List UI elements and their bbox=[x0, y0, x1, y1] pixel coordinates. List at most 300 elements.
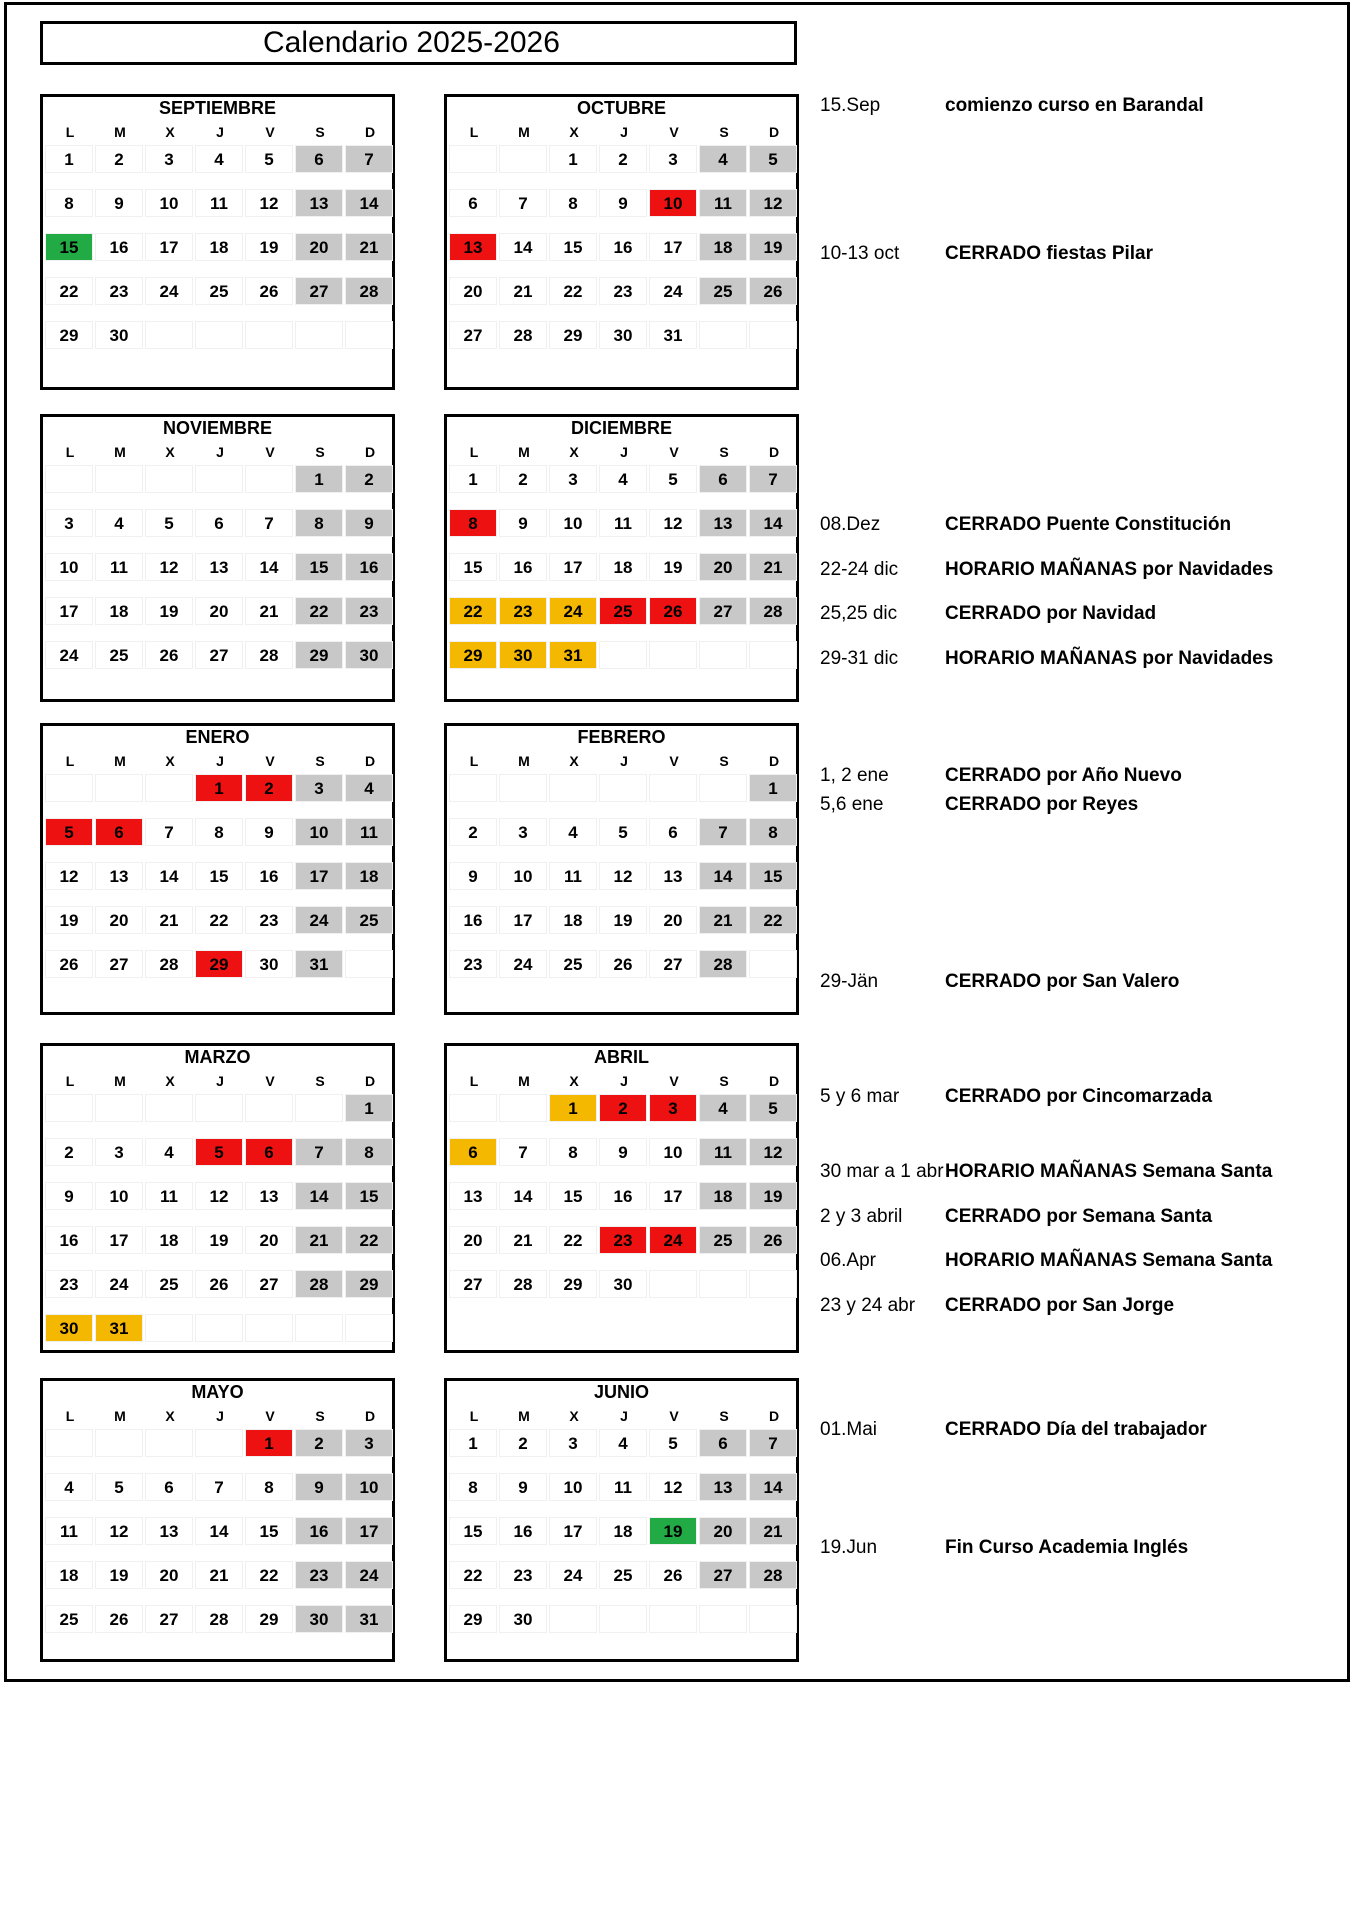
day-cell: 27 bbox=[195, 641, 243, 669]
day-cell: 27 bbox=[245, 1270, 293, 1298]
day-cell: 19 bbox=[749, 1182, 797, 1210]
day-cell: 15 bbox=[45, 233, 93, 261]
day-cell: 28 bbox=[345, 277, 393, 305]
empty-cell bbox=[95, 465, 143, 493]
month-name: OCTUBRE bbox=[577, 98, 666, 118]
day-cell: 4 bbox=[599, 1429, 647, 1457]
day-cell: 16 bbox=[449, 906, 497, 934]
month-name: ABRIL bbox=[594, 1047, 649, 1067]
day-cell: 24 bbox=[95, 1270, 143, 1298]
day-cell: 29 bbox=[195, 950, 243, 978]
day-cell: 15 bbox=[549, 233, 597, 261]
day-cell: 12 bbox=[195, 1182, 243, 1210]
weekday-label: S bbox=[315, 1408, 325, 1424]
day-cell: 29 bbox=[45, 321, 93, 349]
month-name: SEPTIEMBRE bbox=[158, 98, 277, 118]
empty-cell bbox=[145, 1094, 193, 1122]
note-description: Fin Curso Academia Inglés bbox=[945, 1537, 1189, 1558]
empty-cell bbox=[45, 465, 93, 493]
day-cell: 10 bbox=[649, 189, 697, 217]
day-cell: 13 bbox=[449, 233, 497, 261]
day-cell: 12 bbox=[649, 509, 697, 537]
weekday-label: X bbox=[569, 753, 579, 769]
note-row bbox=[820, 1160, 1320, 1184]
weekday-label: L bbox=[65, 753, 75, 769]
empty-cell bbox=[649, 1605, 697, 1633]
empty-cell bbox=[649, 1270, 697, 1298]
day-cell: 8 bbox=[449, 1473, 497, 1501]
day-cell: 13 bbox=[449, 1182, 497, 1210]
empty-cell bbox=[549, 774, 597, 802]
day-cell: 30 bbox=[499, 641, 547, 669]
day-cell: 2 bbox=[45, 1138, 93, 1166]
day-cell: 19 bbox=[45, 906, 93, 934]
day-cell: 24 bbox=[45, 641, 93, 669]
empty-cell bbox=[649, 641, 697, 669]
note-date: 2 y 3 abril bbox=[820, 1206, 903, 1227]
day-cell: 28 bbox=[295, 1270, 343, 1298]
day-cell: 9 bbox=[499, 509, 547, 537]
day-cell: 10 bbox=[95, 1182, 143, 1210]
day-cell: 22 bbox=[295, 597, 343, 625]
weekday-label: L bbox=[469, 753, 479, 769]
day-cell: 18 bbox=[95, 597, 143, 625]
day-cell: 22 bbox=[345, 1226, 393, 1254]
note-date: 30 mar a 1 abr bbox=[820, 1161, 944, 1182]
day-cell: 4 bbox=[345, 774, 393, 802]
day-cell: 29 bbox=[549, 1270, 597, 1298]
note-row bbox=[820, 242, 1320, 266]
empty-cell bbox=[345, 1314, 393, 1342]
day-cell: 18 bbox=[195, 233, 243, 261]
day-cell: 26 bbox=[45, 950, 93, 978]
day-cell: 9 bbox=[295, 1473, 343, 1501]
day-cell: 27 bbox=[699, 597, 747, 625]
day-cell: 13 bbox=[245, 1182, 293, 1210]
day-cell: 9 bbox=[95, 189, 143, 217]
day-cell: 7 bbox=[195, 1473, 243, 1501]
month-name: MARZO bbox=[184, 1047, 251, 1067]
day-cell: 17 bbox=[649, 1182, 697, 1210]
day-cell: 11 bbox=[699, 1138, 747, 1166]
day-cell: 30 bbox=[499, 1605, 547, 1633]
day-cell: 21 bbox=[345, 233, 393, 261]
day-cell: 13 bbox=[95, 862, 143, 890]
weekday-label: J bbox=[620, 124, 628, 140]
day-cell: 23 bbox=[599, 1226, 647, 1254]
weekday-label: S bbox=[315, 1073, 325, 1089]
day-cell: 15 bbox=[295, 553, 343, 581]
empty-cell bbox=[95, 1429, 143, 1457]
day-cell: 1 bbox=[749, 774, 797, 802]
empty-cell bbox=[145, 465, 193, 493]
day-cell: 11 bbox=[145, 1182, 193, 1210]
day-cell: 23 bbox=[295, 1561, 343, 1589]
day-cell: 15 bbox=[195, 862, 243, 890]
day-cell: 2 bbox=[499, 1429, 547, 1457]
day-cell: 25 bbox=[599, 1561, 647, 1589]
empty-cell bbox=[449, 1094, 497, 1122]
day-cell: 11 bbox=[195, 189, 243, 217]
month-mayo bbox=[40, 1378, 395, 1662]
note-date: 15.Sep bbox=[820, 95, 881, 116]
weekday-label: X bbox=[569, 1408, 579, 1424]
day-cell: 31 bbox=[95, 1314, 143, 1342]
weekday-label: X bbox=[165, 753, 175, 769]
weekday-label: J bbox=[620, 1073, 628, 1089]
weekday-label: S bbox=[315, 124, 325, 140]
day-cell: 1 bbox=[549, 145, 597, 173]
day-cell: 20 bbox=[245, 1226, 293, 1254]
day-cell: 7 bbox=[345, 145, 393, 173]
day-cell: 10 bbox=[649, 1138, 697, 1166]
weekday-label: V bbox=[265, 124, 275, 140]
note-description: CERRADO por Cincomarzada bbox=[945, 1086, 1213, 1107]
day-cell: 23 bbox=[499, 597, 547, 625]
day-cell: 28 bbox=[499, 1270, 547, 1298]
day-cell: 18 bbox=[599, 553, 647, 581]
weekday-label: D bbox=[364, 1073, 376, 1089]
month-marzo bbox=[40, 1043, 395, 1353]
day-cell: 3 bbox=[295, 774, 343, 802]
day-cell: 5 bbox=[195, 1138, 243, 1166]
day-cell: 14 bbox=[499, 233, 547, 261]
day-cell: 6 bbox=[295, 145, 343, 173]
day-cell: 8 bbox=[245, 1473, 293, 1501]
empty-cell bbox=[145, 321, 193, 349]
day-cell: 5 bbox=[45, 818, 93, 846]
day-cell: 7 bbox=[499, 189, 547, 217]
day-cell: 13 bbox=[699, 1473, 747, 1501]
note-description: CERRADO por Año Nuevo bbox=[945, 765, 1182, 786]
day-cell: 31 bbox=[649, 321, 697, 349]
day-cell: 13 bbox=[699, 509, 747, 537]
day-cell: 30 bbox=[295, 1605, 343, 1633]
day-cell: 10 bbox=[499, 862, 547, 890]
empty-cell bbox=[749, 321, 797, 349]
day-cell: 18 bbox=[699, 233, 747, 261]
month-name: DICIEMBRE bbox=[570, 418, 672, 438]
day-cell: 9 bbox=[599, 189, 647, 217]
day-cell: 16 bbox=[95, 233, 143, 261]
day-cell: 15 bbox=[449, 1517, 497, 1545]
day-cell: 16 bbox=[345, 553, 393, 581]
day-cell: 11 bbox=[345, 818, 393, 846]
day-cell: 16 bbox=[599, 233, 647, 261]
day-cell: 5 bbox=[95, 1473, 143, 1501]
empty-cell bbox=[145, 774, 193, 802]
day-cell: 15 bbox=[345, 1182, 393, 1210]
note-description: CERRADO Día del trabajador bbox=[945, 1419, 1207, 1440]
note-date: 29-31 dic bbox=[820, 648, 899, 669]
note-row bbox=[820, 1418, 1320, 1442]
empty-cell bbox=[549, 1605, 597, 1633]
day-cell: 20 bbox=[649, 906, 697, 934]
day-cell: 22 bbox=[549, 277, 597, 305]
day-cell: 17 bbox=[499, 906, 547, 934]
note-description: CERRADO por Reyes bbox=[945, 794, 1139, 815]
day-cell: 11 bbox=[699, 189, 747, 217]
day-cell: 2 bbox=[95, 145, 143, 173]
empty-cell bbox=[449, 145, 497, 173]
month-diciembre bbox=[444, 414, 799, 702]
day-cell: 14 bbox=[245, 553, 293, 581]
day-cell: 5 bbox=[649, 1429, 697, 1457]
day-cell: 20 bbox=[449, 1226, 497, 1254]
month-febrero bbox=[444, 723, 799, 1015]
note-date: 19.Jun bbox=[820, 1537, 878, 1558]
empty-cell bbox=[599, 1605, 647, 1633]
weekday-label: X bbox=[165, 1073, 175, 1089]
day-cell: 9 bbox=[45, 1182, 93, 1210]
note-date: 22-24 dic bbox=[820, 559, 899, 580]
note-row bbox=[820, 793, 1320, 817]
day-cell: 8 bbox=[449, 509, 497, 537]
note-description: CERRADO fiestas Pilar bbox=[945, 243, 1154, 264]
day-cell: 22 bbox=[45, 277, 93, 305]
day-cell: 27 bbox=[295, 277, 343, 305]
day-cell: 25 bbox=[45, 1605, 93, 1633]
day-cell: 13 bbox=[649, 862, 697, 890]
day-cell: 15 bbox=[549, 1182, 597, 1210]
day-cell: 30 bbox=[95, 321, 143, 349]
day-cell: 22 bbox=[195, 906, 243, 934]
day-cell: 25 bbox=[95, 641, 143, 669]
day-cell: 15 bbox=[449, 553, 497, 581]
day-cell: 1 bbox=[449, 1429, 497, 1457]
weekday-label: M bbox=[114, 1073, 126, 1089]
title-box bbox=[40, 21, 797, 65]
day-cell: 14 bbox=[195, 1517, 243, 1545]
day-cell: 18 bbox=[345, 862, 393, 890]
weekday-label: J bbox=[620, 753, 628, 769]
weekday-label: L bbox=[469, 124, 479, 140]
note-row bbox=[820, 1294, 1320, 1318]
empty-cell bbox=[95, 1094, 143, 1122]
day-cell: 15 bbox=[749, 862, 797, 890]
day-cell: 5 bbox=[749, 1094, 797, 1122]
day-cell: 17 bbox=[95, 1226, 143, 1254]
day-cell: 16 bbox=[45, 1226, 93, 1254]
day-cell: 28 bbox=[499, 321, 547, 349]
day-cell: 6 bbox=[145, 1473, 193, 1501]
day-cell: 6 bbox=[195, 509, 243, 537]
day-cell: 13 bbox=[195, 553, 243, 581]
day-cell: 16 bbox=[499, 553, 547, 581]
note-description: HORARIO MAÑANAS Semana Santa bbox=[945, 1250, 1273, 1271]
day-cell: 7 bbox=[245, 509, 293, 537]
day-cell: 29 bbox=[449, 1605, 497, 1633]
empty-cell bbox=[45, 1094, 93, 1122]
month-enero bbox=[40, 723, 395, 1015]
weekday-label: J bbox=[216, 124, 224, 140]
day-cell: 6 bbox=[449, 1138, 497, 1166]
empty-cell bbox=[195, 465, 243, 493]
day-cell: 21 bbox=[499, 1226, 547, 1254]
empty-cell bbox=[245, 1094, 293, 1122]
empty-cell bbox=[195, 1314, 243, 1342]
day-cell: 2 bbox=[499, 465, 547, 493]
day-cell: 5 bbox=[599, 818, 647, 846]
day-cell: 17 bbox=[549, 1517, 597, 1545]
note-description: CERRADO por San Jorge bbox=[945, 1295, 1175, 1316]
day-cell: 2 bbox=[345, 465, 393, 493]
day-cell: 26 bbox=[649, 1561, 697, 1589]
weekday-label: D bbox=[768, 753, 780, 769]
day-cell: 10 bbox=[295, 818, 343, 846]
day-cell: 3 bbox=[95, 1138, 143, 1166]
day-cell: 14 bbox=[145, 862, 193, 890]
day-cell: 1 bbox=[449, 465, 497, 493]
day-cell: 20 bbox=[699, 1517, 747, 1545]
day-cell: 31 bbox=[295, 950, 343, 978]
weekday-label: D bbox=[364, 1408, 376, 1424]
day-cell: 2 bbox=[295, 1429, 343, 1457]
day-cell: 25 bbox=[599, 597, 647, 625]
day-cell: 24 bbox=[649, 1226, 697, 1254]
empty-cell bbox=[599, 774, 647, 802]
day-cell: 12 bbox=[649, 1473, 697, 1501]
note-description: HORARIO MAÑANAS Semana Santa bbox=[945, 1161, 1273, 1182]
empty-cell bbox=[499, 1094, 547, 1122]
empty-cell bbox=[699, 1605, 747, 1633]
day-cell: 6 bbox=[95, 818, 143, 846]
empty-cell bbox=[749, 950, 797, 978]
day-cell: 11 bbox=[599, 509, 647, 537]
weekday-label: D bbox=[768, 124, 780, 140]
month-junio bbox=[444, 1378, 799, 1662]
day-cell: 4 bbox=[549, 818, 597, 846]
day-cell: 7 bbox=[295, 1138, 343, 1166]
day-cell: 8 bbox=[295, 509, 343, 537]
day-cell: 10 bbox=[549, 1473, 597, 1501]
empty-cell bbox=[295, 1094, 343, 1122]
weekday-label: J bbox=[216, 753, 224, 769]
day-cell: 23 bbox=[499, 1561, 547, 1589]
day-cell: 27 bbox=[449, 1270, 497, 1298]
note-row bbox=[820, 1205, 1320, 1229]
day-cell: 21 bbox=[749, 1517, 797, 1545]
day-cell: 19 bbox=[245, 233, 293, 261]
note-date: 06.Apr bbox=[820, 1250, 876, 1271]
day-cell: 12 bbox=[749, 1138, 797, 1166]
empty-cell bbox=[749, 1605, 797, 1633]
day-cell: 16 bbox=[499, 1517, 547, 1545]
day-cell: 17 bbox=[45, 597, 93, 625]
day-cell: 23 bbox=[245, 906, 293, 934]
empty-cell bbox=[345, 321, 393, 349]
day-cell: 30 bbox=[45, 1314, 93, 1342]
day-cell: 31 bbox=[345, 1605, 393, 1633]
weekday-label: D bbox=[768, 1408, 780, 1424]
empty-cell bbox=[699, 1270, 747, 1298]
weekday-label: S bbox=[719, 1073, 729, 1089]
month-abril bbox=[444, 1043, 799, 1353]
day-cell: 20 bbox=[95, 906, 143, 934]
weekday-label: D bbox=[768, 1073, 780, 1089]
day-cell: 24 bbox=[549, 597, 597, 625]
weekday-label: J bbox=[620, 1408, 628, 1424]
weekday-label: J bbox=[216, 444, 224, 460]
day-cell: 22 bbox=[449, 1561, 497, 1589]
day-cell: 27 bbox=[699, 1561, 747, 1589]
weekday-label: L bbox=[469, 1073, 479, 1089]
day-cell: 10 bbox=[345, 1473, 393, 1501]
day-cell: 21 bbox=[145, 906, 193, 934]
weekday-label: L bbox=[469, 1408, 479, 1424]
day-cell: 24 bbox=[345, 1561, 393, 1589]
weekday-label: L bbox=[65, 444, 75, 460]
empty-cell bbox=[195, 1094, 243, 1122]
day-cell: 5 bbox=[749, 145, 797, 173]
note-date: 01.Mai bbox=[820, 1419, 878, 1440]
day-cell: 12 bbox=[95, 1517, 143, 1545]
note-date: 08.Dez bbox=[820, 514, 881, 535]
note-date: 1, 2 ene bbox=[820, 765, 889, 786]
note-description: CERRADO por Semana Santa bbox=[945, 1206, 1213, 1227]
day-cell: 19 bbox=[649, 1517, 697, 1545]
day-cell: 5 bbox=[245, 145, 293, 173]
day-cell: 26 bbox=[749, 277, 797, 305]
empty-cell bbox=[295, 321, 343, 349]
day-cell: 11 bbox=[549, 862, 597, 890]
day-cell: 9 bbox=[599, 1138, 647, 1166]
empty-cell bbox=[245, 465, 293, 493]
empty-cell bbox=[45, 1429, 93, 1457]
note-row bbox=[820, 513, 1320, 537]
day-cell: 4 bbox=[699, 145, 747, 173]
day-cell: 30 bbox=[245, 950, 293, 978]
day-cell: 12 bbox=[245, 189, 293, 217]
weekday-label: V bbox=[669, 753, 679, 769]
day-cell: 6 bbox=[245, 1138, 293, 1166]
weekday-label: X bbox=[569, 444, 579, 460]
day-cell: 10 bbox=[145, 189, 193, 217]
empty-cell bbox=[749, 641, 797, 669]
weekday-label: M bbox=[518, 1408, 530, 1424]
day-cell: 24 bbox=[295, 906, 343, 934]
day-cell: 22 bbox=[245, 1561, 293, 1589]
day-cell: 8 bbox=[345, 1138, 393, 1166]
empty-cell bbox=[345, 950, 393, 978]
day-cell: 5 bbox=[649, 465, 697, 493]
empty-cell bbox=[145, 1429, 193, 1457]
weekday-label: L bbox=[469, 444, 479, 460]
note-row bbox=[820, 1536, 1320, 1560]
day-cell: 18 bbox=[699, 1182, 747, 1210]
day-cell: 17 bbox=[549, 553, 597, 581]
empty-cell bbox=[145, 1314, 193, 1342]
day-cell: 14 bbox=[749, 1473, 797, 1501]
day-cell: 30 bbox=[599, 321, 647, 349]
day-cell: 19 bbox=[195, 1226, 243, 1254]
day-cell: 7 bbox=[749, 465, 797, 493]
day-cell: 24 bbox=[649, 277, 697, 305]
day-cell: 18 bbox=[599, 1517, 647, 1545]
day-cell: 23 bbox=[599, 277, 647, 305]
day-cell: 1 bbox=[549, 1094, 597, 1122]
day-cell: 12 bbox=[749, 189, 797, 217]
day-cell: 21 bbox=[195, 1561, 243, 1589]
weekday-label: S bbox=[719, 124, 729, 140]
empty-cell bbox=[195, 1429, 243, 1457]
day-cell: 10 bbox=[45, 553, 93, 581]
day-cell: 16 bbox=[599, 1182, 647, 1210]
day-cell: 29 bbox=[245, 1605, 293, 1633]
day-cell: 24 bbox=[499, 950, 547, 978]
weekday-label: M bbox=[518, 444, 530, 460]
day-cell: 19 bbox=[599, 906, 647, 934]
